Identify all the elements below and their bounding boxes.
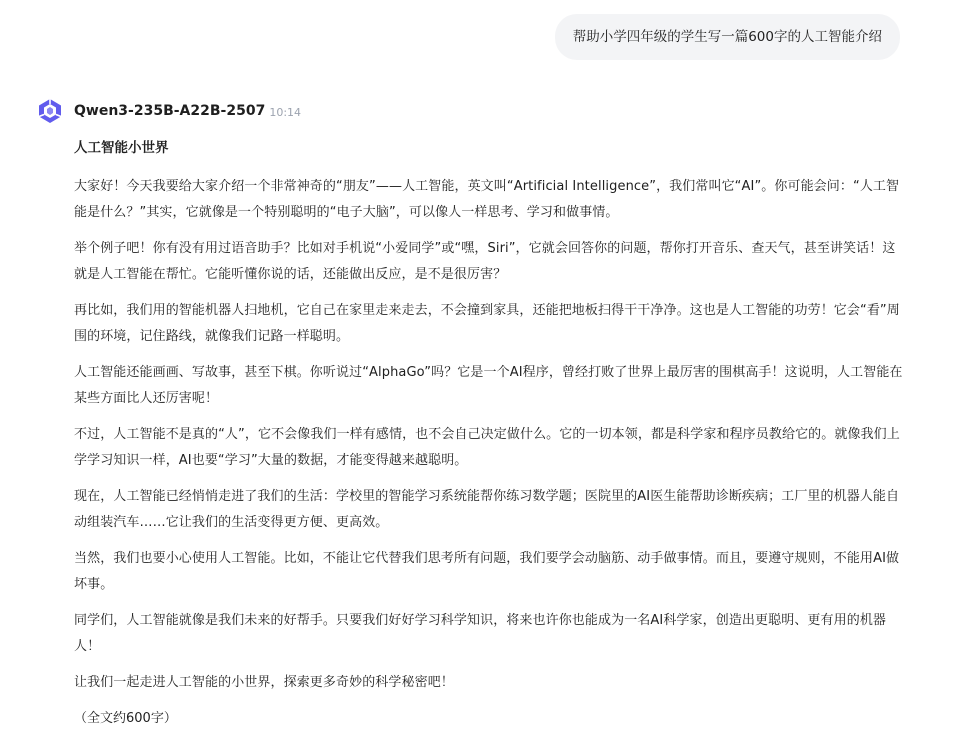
assistant-message: [36, 94, 906, 729]
paragraph: 再比如，我们用的智能机器人扫地机，它自己在家里走来走去，不会撞到家具，还能把地板扫得干干净净。这也是人工智能的功劳！它会“看”周围的环境，记住路线，就像我们记路一样聪明。: [74, 303, 900, 344]
paragraph: 同学们，人工智能就像是我们未来的好帮手。只要我们好好学习科学知识，将来也许你也能成为一名AI科学家，创造出更聪明、更有用的机器人！: [74, 613, 887, 654]
assistant-header: [36, 94, 906, 128]
paragraph: 不过，人工智能不是真的“人”，它不会像我们一样有感情，也不会自己决定做什么。它的一切本领，都是科学家和程序员教给它的。就像我们上学学习知识一样，AI也要“学习”大量的数据，才能变得越来越聪明。: [74, 427, 900, 468]
assistant-content: [74, 138, 904, 729]
paragraph: 人工智能还能画画、写故事，甚至下棋。你听说过“AlphaGo”吗？它是一个AI程序，曾经打败了世界上最厉害的围棋高手！这说明，人工智能在某些方面比人还厉害呢！: [74, 365, 903, 406]
article-title: 人工智能小世界: [74, 140, 169, 156]
paragraph: 大家好！今天我要给大家介绍一个非常神奇的“朋友”——人工智能，英文叫“Artificial Intelligence”，我们常叫它“AI”。你可能会问：“人工智能是什么？”其实，它就像是一个特别聪明的“电子大脑”，可以像人一样思考、学习和做事情。: [74, 179, 900, 220]
qwen-logo-icon: [36, 97, 64, 125]
user-message-row: [555, 14, 900, 60]
model-name: Qwen3-235B-A22B-2507: [74, 103, 266, 119]
message-time: 10:14: [269, 106, 302, 119]
paragraph: 让我们一起走进人工智能的小世界，探索更多奇妙的科学秘密吧！: [74, 675, 454, 690]
word-count-note: （全文约600字）: [74, 711, 177, 726]
paragraph: 当然，我们也要小心使用人工智能。比如，不能让它代替我们思考所有问题，我们要学会动脑筋、动手做事情。而且，要遵守规则，不能用AI做坏事。: [74, 551, 900, 592]
user-message-bubble: 帮助小学四年级的学生写一篇600字的人工智能介绍: [555, 14, 900, 60]
paragraph: 举个例子吧！你有没有用过语音助手？比如对手机说“小爱同学”或“嘿，Siri”，它就会回答你的问题，帮你打开音乐、查天气，甚至讲笑话！这就是人工智能在帮忙。它能听懂你说的话，还能做出反应，是不是很厉害？: [74, 241, 896, 282]
paragraph: 现在，人工智能已经悄悄走进了我们的生活：学校里的智能学习系统能帮你练习数学题；医院里的AI医生能帮助诊断疾病；工厂里的机器人能自动组装汽车……它让我们的生活变得更方便、更高效。: [74, 489, 900, 530]
